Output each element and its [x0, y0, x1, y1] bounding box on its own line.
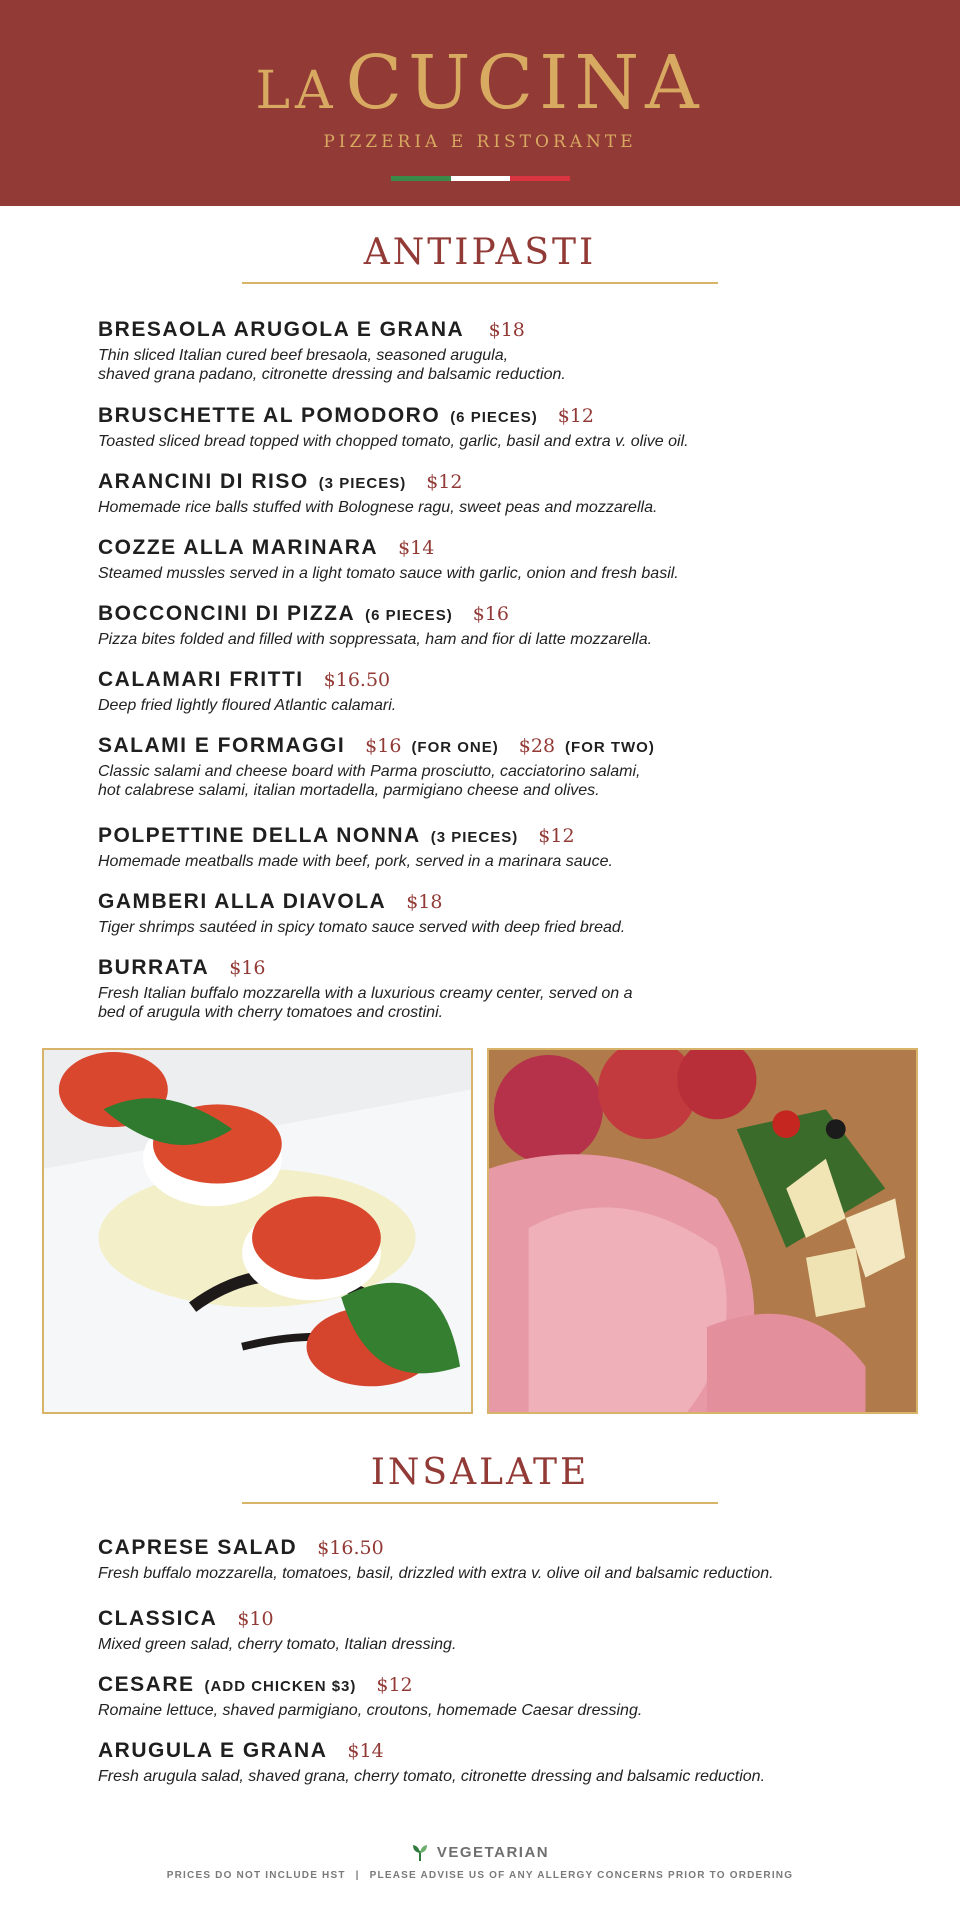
item-price: $16 — [365, 735, 402, 757]
section-title-insalate: INSALATE — [370, 1452, 590, 1493]
item-description: Homemade rice balls stuffed with Bolognese ragu, sweet peas and mozzarella. — [98, 499, 658, 516]
item-price: $12 — [426, 471, 463, 493]
item-price: $18 — [488, 319, 525, 341]
item-description: Pizza bites folded and filled with soppressata, ham and fior di latte mozzarella. — [98, 631, 653, 648]
restaurant-subtitle: PIZZERIA E RISTORANTE — [323, 132, 637, 152]
menu-item — [98, 734, 898, 800]
item-name: CLASSICA — [98, 1607, 218, 1630]
menu-item — [98, 470, 898, 517]
allergy-note: PLEASE ADVISE US OF ANY ALLERGY CONCERNS PRIOR TO ORDERING — [369, 1870, 794, 1881]
item-name: ARANCINI DI RISO — [98, 470, 309, 493]
item-price: $14 — [347, 1740, 384, 1762]
item-price: $12 — [376, 1674, 413, 1696]
menu-item — [98, 404, 898, 451]
item-description: Romaine lettuce, shaved parmigiano, croutons, homemade Caesar dressing. — [98, 1702, 643, 1719]
footer-disclaimer — [0, 1870, 960, 1881]
item-price: $10 — [237, 1608, 274, 1630]
menu-item — [98, 602, 898, 649]
menu-item — [98, 1673, 898, 1720]
menu-item — [98, 1536, 898, 1583]
leaf-icon — [411, 1844, 429, 1862]
menu-item — [98, 956, 898, 1022]
item-note: (3 PIECES) — [430, 829, 519, 846]
hst-note: PRICES DO NOT INCLUDE HST — [166, 1870, 346, 1881]
section-divider — [242, 282, 718, 284]
menu-item — [98, 824, 898, 871]
item-note: (3 PIECES) — [318, 475, 407, 492]
item-description: Steamed mussles served in a light tomato sauce with garlic, onion and fresh basil. — [98, 565, 679, 582]
logo-la: LA — [255, 61, 338, 121]
vegetarian-legend — [0, 1844, 960, 1862]
item-price: $16 — [472, 603, 509, 625]
item-name: BRUSCHETTE AL POMODORO — [98, 404, 441, 427]
item-price: $16.50 — [317, 1537, 384, 1559]
item-description: Tiger shrimps sautéed in spicy tomato sauce served with deep fried bread. — [98, 919, 626, 936]
item-description: bed of arugula with cherry tomatoes and crostini. — [98, 1004, 444, 1021]
item-description: Homemade meatballs made with beef, pork, served in a marinara sauce. — [98, 853, 613, 870]
item-price: $16.50 — [323, 669, 391, 691]
item-name: GAMBERI ALLA DIAVOLA — [98, 890, 387, 913]
item-name: SALAMI E FORMAGGI — [98, 734, 346, 757]
item-price: $16 — [229, 957, 266, 979]
item-description: Fresh buffalo mozzarella, tomatoes, basil, drizzled with extra v. olive oil and balsamic reduction. — [98, 1565, 774, 1582]
header-banner — [0, 0, 960, 206]
item-name: BURRATA — [98, 956, 210, 979]
menu-item — [98, 318, 898, 384]
item-description: Fresh arugula salad, shaved grana, cherry tomato, citronette dressing and balsamic reduction. — [98, 1768, 766, 1785]
item-description: Thin sliced Italian cured beef bresaola, seasoned arugula, — [98, 347, 509, 364]
footer-separator: | — [355, 1870, 360, 1881]
italian-flag-stripe — [391, 176, 570, 181]
item-name: BOCCONCINI DI PIZZA — [98, 602, 356, 625]
item-price: $18 — [406, 891, 443, 913]
section-title-antipasti: ANTIPASTI — [363, 232, 597, 273]
item-description: Deep fried lightly floured Atlantic calamari. — [98, 697, 397, 714]
item-note: (ADD CHICKEN $3) — [204, 1678, 357, 1695]
item-name: BRESAOLA ARUGOLA E GRANA — [98, 318, 465, 341]
menu-item — [98, 1739, 898, 1786]
item-note: (FOR ONE) — [411, 739, 499, 756]
item-description: shaved grana padano, citronette dressing and balsamic reduction. — [98, 366, 566, 383]
item-name: COZZE ALLA MARINARA — [98, 536, 379, 559]
vegetarian-label: VEGETARIAN — [436, 1844, 550, 1861]
item-note: (6 PIECES) — [365, 607, 453, 624]
item-price: $14 — [398, 537, 435, 559]
item-description: Fresh Italian buffalo mozzarella with a luxurious creamy center, served on a — [98, 985, 633, 1002]
menu-item — [98, 536, 898, 583]
restaurant-logo — [0, 40, 960, 126]
salami-board-photo — [487, 1048, 918, 1414]
item-price: $12 — [538, 825, 575, 847]
item-name: CALAMARI FRITTI — [98, 668, 304, 691]
item-description: Mixed green salad, cherry tomato, Italian dressing. — [98, 1636, 457, 1653]
item-name: CESARE — [98, 1673, 195, 1696]
menu-item — [98, 1607, 898, 1654]
item-description: Toasted sliced bread topped with chopped tomato, garlic, basil and extra v. olive oil. — [98, 433, 689, 450]
item-note: (6 PIECES) — [450, 409, 538, 426]
logo-cucina: CUCINA — [345, 40, 705, 126]
item-description: Classic salami and cheese board with Parma prosciutto, cacciatorino salami, — [98, 763, 641, 780]
item-name: ARUGULA E GRANA — [98, 1739, 328, 1762]
item-note-two: (FOR TWO) — [565, 739, 655, 756]
menu-item — [98, 668, 898, 715]
item-name: POLPETTINE DELLA NONNA — [98, 824, 421, 847]
item-price-two: $28 — [518, 735, 556, 757]
item-name: CAPRESE SALAD — [98, 1536, 298, 1559]
caprese-photo — [42, 1048, 473, 1414]
menu-item — [98, 890, 898, 937]
item-price: $12 — [557, 405, 594, 427]
item-description: hot calabrese salami, italian mortadella, parmigiano cheese and olives. — [98, 782, 600, 799]
section-divider — [242, 1502, 718, 1504]
